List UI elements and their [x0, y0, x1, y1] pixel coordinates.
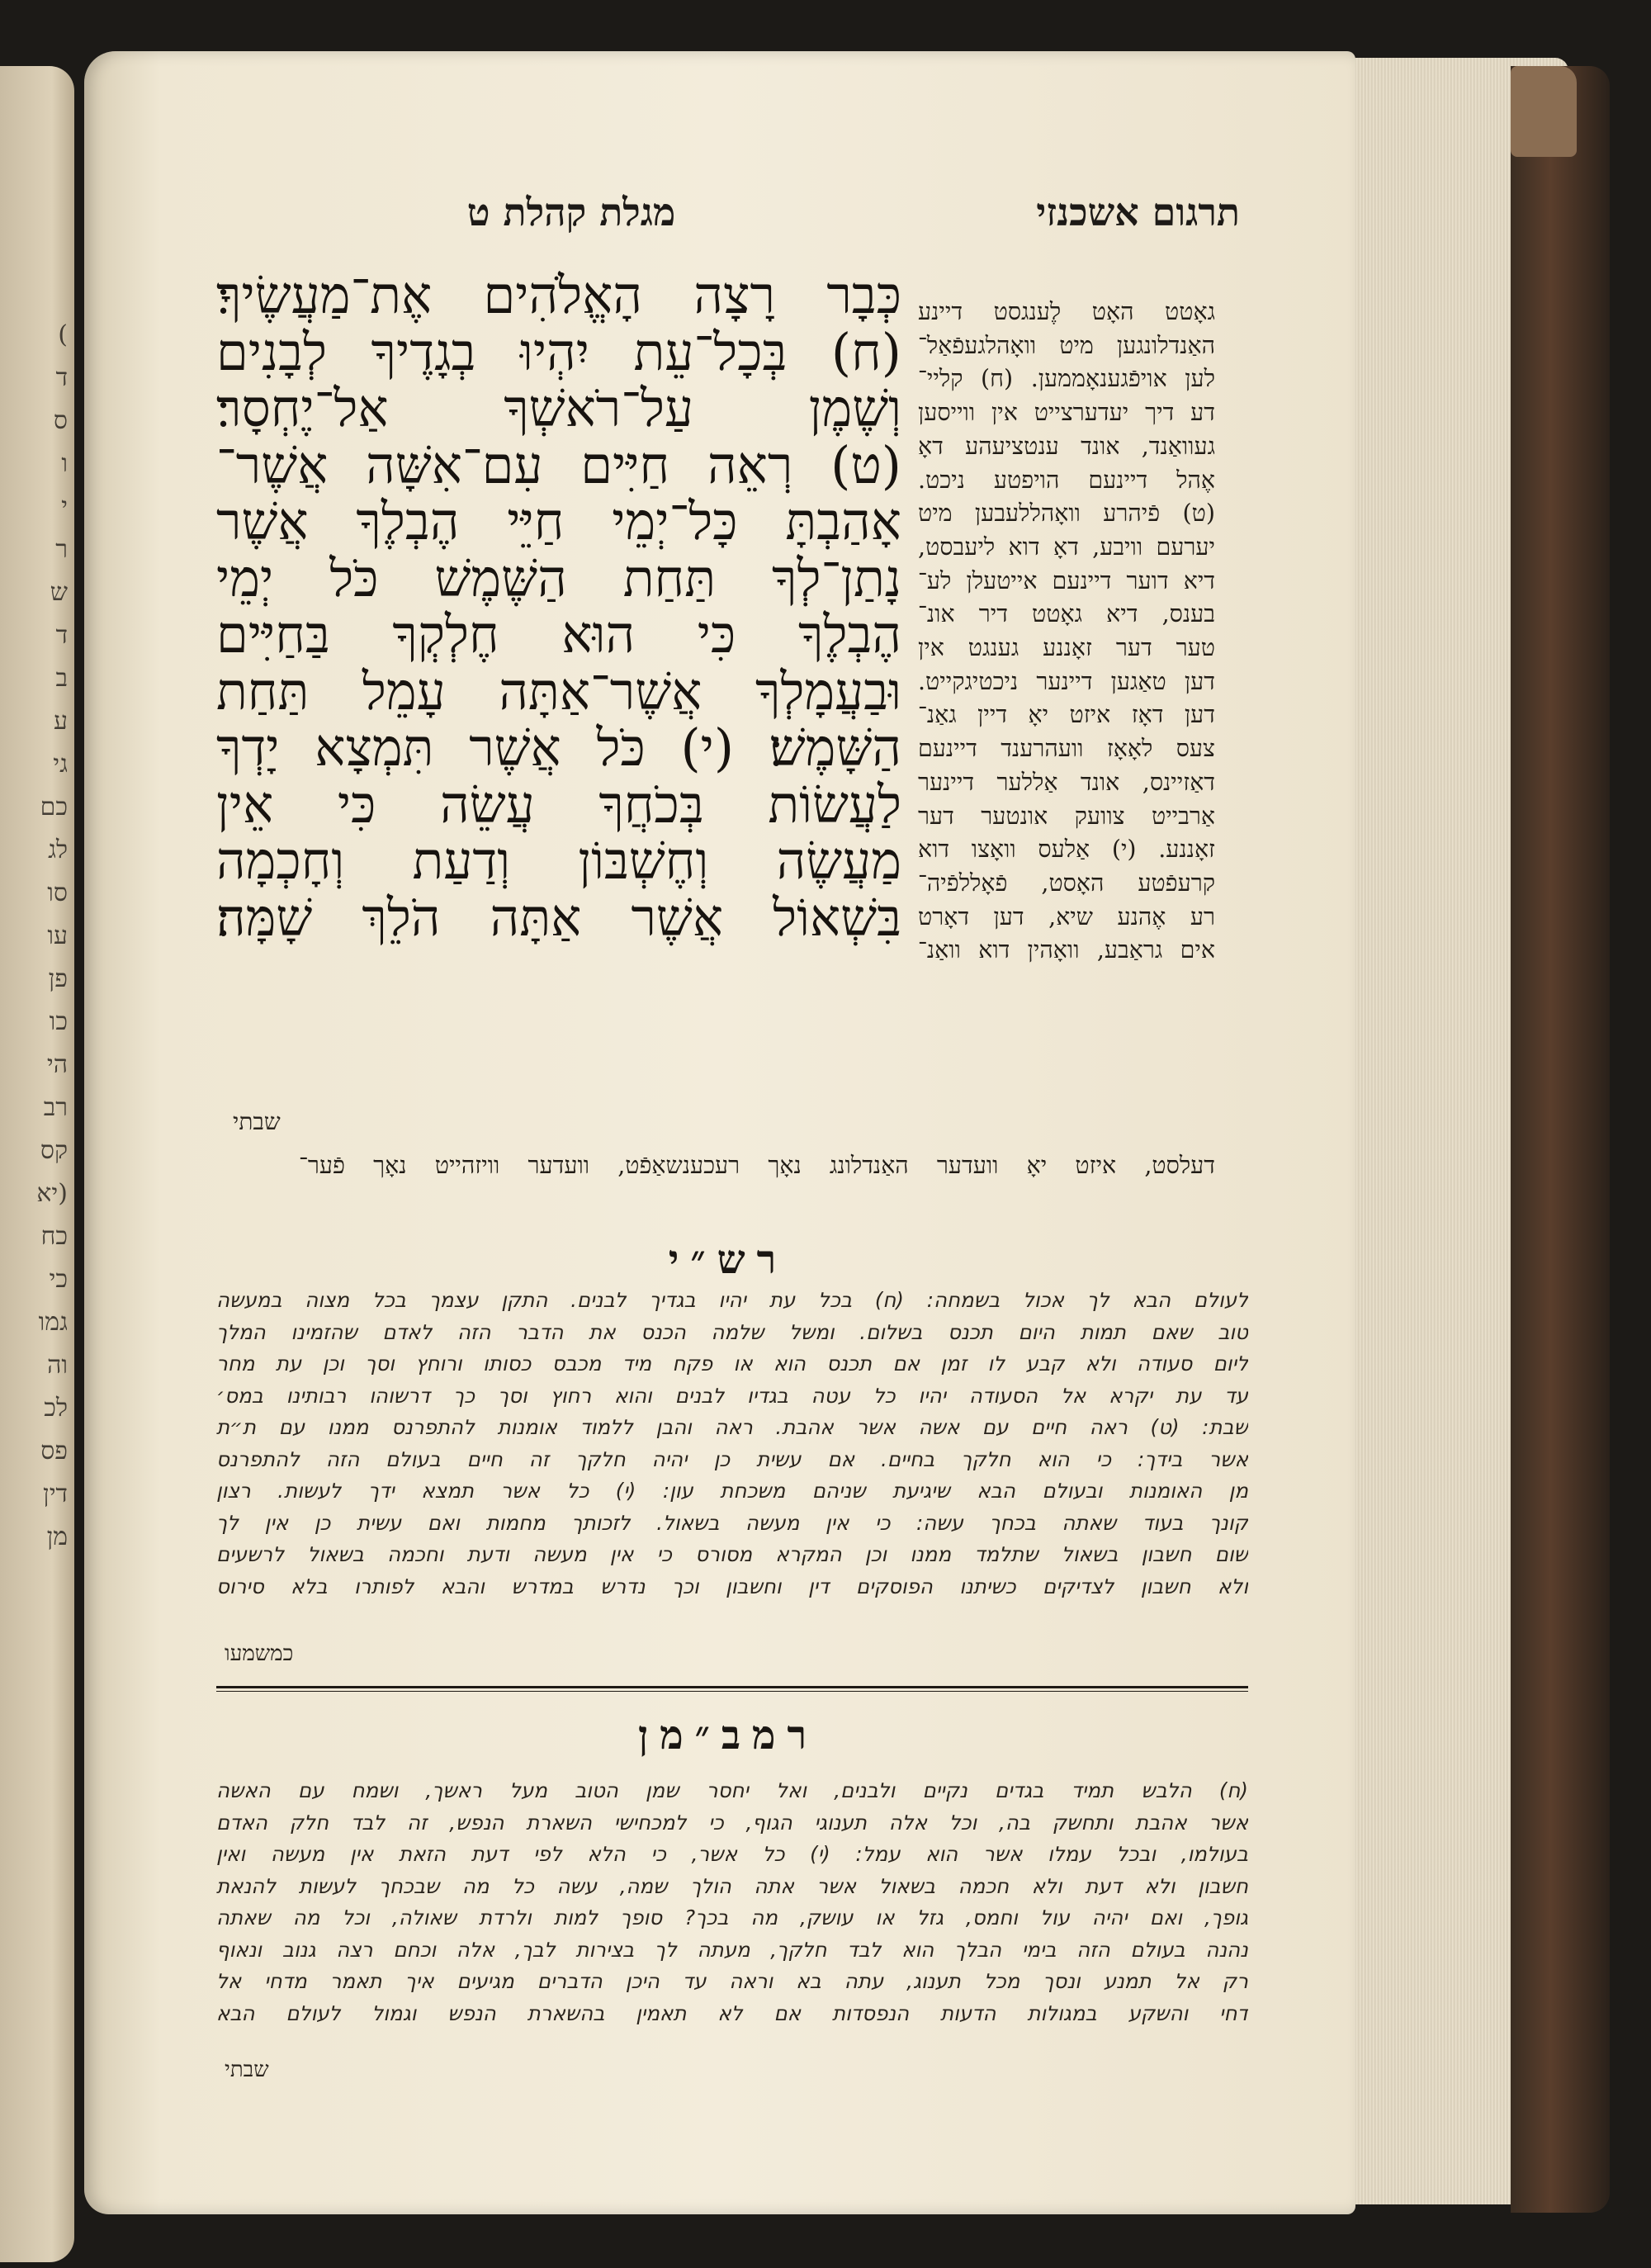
rashi-line: שום חשבון בשאול שתלמד ממנו וכן המקרא מסורס כי אין מעשה ודעת וחכמה בשאול לרשעים — [216, 1542, 1248, 1566]
scripture-line: לַעֲשׂוֹת בְּכֹחֲךָ עֲשֵׂה כִּי אֵין — [216, 774, 901, 835]
book-cover-edge — [1511, 66, 1610, 2213]
translation-line: אֶהל דיינעם הויפטע ניכט. — [918, 466, 1215, 494]
facing-page-line: כו — [49, 1007, 68, 1036]
facing-page-line: מן — [46, 1522, 68, 1551]
translation-line: יערעם וויבע, דאָ דוא ליעבסט, — [918, 533, 1215, 561]
rashi-line: שבת: (ט) ראה חיים עם אשה אשר אהבת. ראה והבן ללמוד אומנות להתפרנס ממנו עם ת״ת — [216, 1415, 1248, 1439]
ramban-heading: רמב״מן — [637, 1712, 819, 1759]
facing-page-line: י — [61, 492, 68, 521]
facing-page-line: דין — [43, 1480, 68, 1508]
rashi-line: ליום סעודה ולא קבע לו זמן אם תכנס הוא או פקח מיד מכבס כסותו ורוחץ וסך וכן עת מחר — [216, 1352, 1248, 1375]
scripture-line: אָהַבְתָּ כָּל־יְמֵי חַיֵּי הֶבְלֶךָ אֲשֶׁר — [216, 491, 901, 552]
translation-line: געוואַנד, אונד ענטציעהע דאָ — [918, 432, 1215, 460]
translation-line: גאָטט האָט לֶענגסט דיינע — [918, 298, 1215, 325]
facing-page-line: ס — [53, 406, 68, 435]
rashi-heading: רש״י — [668, 1237, 788, 1283]
facing-page-line: כם — [40, 793, 68, 821]
facing-page-line: קס — [40, 1136, 68, 1165]
cover-corner — [1511, 66, 1577, 157]
ramban-line: דחי והשקע במגולות הדעות הנפסדות אם לא תאמין בהשארת הנפש וגמול לעולם הבא — [216, 2000, 1248, 2025]
facing-page-line: ד — [55, 621, 68, 650]
translation-line: דאַזיינס, אונד אַללער דיינער — [918, 768, 1215, 796]
book-page — [84, 51, 1355, 2214]
facing-page-line: לכ — [44, 1394, 68, 1423]
translation-line: דעלסט, איזט יאָ וועדער האַנדלונג נאָך רעכענשאַפֿט, וועדער וויזהייט נאָך פֿער־ — [299, 1152, 1215, 1179]
ramban-line: חשבון ולא דעת ולא חכמה בשאול אשר אתה הולך שמה, עשה כל מה שבכחך לעשות להנאת — [216, 1873, 1248, 1898]
scripture-line: מַעֲשֶׂה וְחֶשְׁבּוֹן וְדַעַת וְחָכְמָה — [216, 831, 901, 891]
scripture-catchword: שבתי — [233, 1108, 281, 1135]
rashi-line: ולא חשבון לצדיקים כשיתנו הפוסקים דין וחשבון וכך נדרש במדרש והבא לפותרו בלא סירוס — [216, 1574, 1248, 1598]
ramban-line: רק אל תמנע ונסך מכל תענוג, עתה בא וראה עד היכן הדברים מגיעים איך תאמר מדחי אל — [216, 1969, 1248, 1993]
scripture-line: הֶבְלֶךָ כִּי הוּא חֶלְקְךָ בַּחַיִּים — [216, 604, 901, 665]
translation-line: בענס, דיא גאָטט דיר אונ־ — [918, 600, 1215, 628]
translation-line: דע דיך יעדערצייט אין ווייסען — [918, 399, 1215, 427]
rashi-line: לעולם הבא לך אכול בשמחה: (ח) בכל עת יהיו בגדיך לבנים. התקן עצמך בכל מצוה במעשה — [216, 1288, 1248, 1312]
facing-page-line: סו — [47, 878, 68, 907]
scripture-text — [216, 265, 901, 948]
rashi-line: עד עת יקרא אל הסעודה יהיו כל עטה בגדיו לבנים והוא רחוץ וסך כך דרשוהו רבותינו במס׳ — [216, 1383, 1248, 1408]
translation-column — [918, 296, 1215, 968]
scripture-line: (ט) רְאֵה חַיִּים עִם־אִשָּׁה אֲשֶׁר־ — [216, 434, 901, 495]
facing-page-line: רב — [43, 1093, 68, 1122]
running-header-translation: תרגום אשכנזי — [1036, 190, 1240, 234]
facing-page-line: הי — [46, 1050, 68, 1079]
rashi-line: טוב שאם תמות היום תכנס בשלום. ומשל שלמה הכנס את הדבר הזה לאדם שהזמינו המלך — [216, 1319, 1248, 1344]
translation-line: דען טאַגען דיינער ניכטיגקייט. — [918, 667, 1215, 695]
facing-page-line: פס — [40, 1437, 68, 1465]
rashi-line: אשר בידך: כי הוא חלקך בחיים. אם עשית כן יהיה חלקך זה חיים בעולם הזה להתפרנס — [216, 1447, 1248, 1471]
facing-page-line: ש — [50, 578, 68, 607]
facing-page-line: עו — [47, 921, 68, 950]
translation-line: (ט) פֿיהרע וואָהללעבען מיט — [918, 500, 1215, 528]
translation-line: צעס לאָאָז וועהרענד דיינעם — [918, 735, 1215, 763]
running-header-book-title: מגלת קהלת ט — [466, 190, 676, 234]
facing-page-line: וה — [47, 1351, 68, 1380]
facing-page-line: ר — [55, 535, 68, 564]
facing-page-line: גמו — [38, 1308, 68, 1337]
ramban-line: נהנה בעולם הזה בימי הבלך הוא לבד חלקך, מעתה לך בצירות לבך, אלה וכחם רצה גנוב ונאוף — [216, 1937, 1248, 1962]
ramban-line: בעולמו, ובכל עמלו אשר הוא עמל: (י) כל אשר, כי הלא לפי דעת הזאת אין מעשה ואין — [216, 1842, 1248, 1866]
translation-line: דיא דוער דיינעם אייטעלן לע־ — [918, 566, 1215, 594]
translation-line: זאָננע. (י) אַלעס וואָצו דוא — [918, 836, 1215, 864]
facing-page-line: כח — [40, 1222, 68, 1251]
facing-page-line: פן — [48, 964, 68, 993]
ramban-line: גופך, ואם יהיה עול וחמס, גזל או עושק, מה בכך? סופך למות ולרדת שאולה, וכל מה שאתה — [216, 1906, 1248, 1929]
scripture-line: (ח) בְּכָל־עֵת יִהְיוּ בְגָדֶיךָ לְבָנִים — [216, 321, 901, 382]
facing-page-line: לג — [48, 836, 68, 864]
translation-line: אים גראַבע, וואָהין דוא וואַנ־ — [918, 936, 1215, 964]
rashi-line: קונך בעוד שאתה בכחך עשה: כי אין מעשה בשאול. לזכותך מחמות ואם עשית כן אין לך — [216, 1510, 1248, 1535]
facing-page-line: (יא — [36, 1179, 68, 1208]
translation-line: טער דער זאָננע גענגט אין — [918, 634, 1215, 662]
facing-page-line: כי — [49, 1265, 68, 1294]
scripture-line: בִּשְׁאוֹל אֲשֶׁר אַתָּה הֹלֵךְ שָׁמָּה׃ — [216, 887, 901, 948]
ramban-line: אשר אהבת ותחשק בה, וכל אלה תענוגי הגוף, כי למכחישי השארת הנפש, זה לבד חלק האדם — [216, 1810, 1248, 1835]
rashi-catchword: כמשמעו — [225, 1641, 294, 1666]
section-divider-rule — [216, 1686, 1248, 1692]
translation-line: האַנדלונגען מיט וואָהלגעפֿאַל־ — [918, 331, 1215, 359]
translation-line: לען אויפֿגענאָממען. (ח) קליי־ — [918, 365, 1215, 393]
ramban-catchword: שבתי — [225, 2057, 269, 2082]
facing-page-line: ד — [55, 363, 68, 392]
ramban-commentary — [216, 1775, 1248, 2029]
translation-line: קרעפֿטע האָסט, פֿאָללפֿיה־ — [918, 869, 1215, 897]
translation-line: דען דאָז איזט יאָ דיין גאַנ־ — [918, 701, 1215, 729]
facing-page-text — [3, 314, 68, 1559]
rashi-line: מן האומנות ובעולם הבא שיגיעת שניהם משכחת עון: (י) כל אשר תמצא ידך לעשות. רצון — [216, 1479, 1248, 1503]
facing-page-line: ו — [61, 449, 68, 478]
facing-page-edge — [0, 66, 74, 2262]
scripture-line: כְּבָר רָצָה הָאֱלֹהִים אֶת־מַעֲשֶׂיךָ׃ — [216, 265, 901, 325]
translation-line: רע אֶהנע שיא, דען דאָרט — [918, 902, 1215, 930]
facing-page-line: ) — [58, 320, 68, 349]
rashi-commentary — [216, 1285, 1248, 1603]
ramban-line: (ח) הלבש תמיד בגדים נקיים ולבנים, ואל יחסר שמן הטוב מעל ראשך, ושמח עם האשה — [216, 1778, 1248, 1802]
facing-page-line: ב — [55, 664, 68, 693]
scripture-line: וְשֶׁמֶן עַל־רֹאשְׁךָ אַל־יֶחְסָר׃ — [216, 378, 901, 438]
facing-page-line: גי — [53, 750, 68, 779]
translation-line: אַרבייט צוועק אונטער דער — [918, 802, 1215, 830]
facing-page-line: ע — [54, 707, 68, 736]
scripture-line: וּבַעֲמָלְךָ אֲשֶׁר־אַתָּה עָמֵל תַּחַת — [216, 661, 901, 722]
scripture-line: נָתַן־לְךָ תַּחַת הַשֶּׁמֶשׁ כֹּל יְמֵי — [216, 547, 901, 608]
scripture-line: הַשָּׁמֶשׁ׃ (י) כֹּל אֲשֶׁר תִּמְצָא יָדְךָ — [216, 717, 901, 778]
translation-continuation — [299, 1149, 1215, 1182]
